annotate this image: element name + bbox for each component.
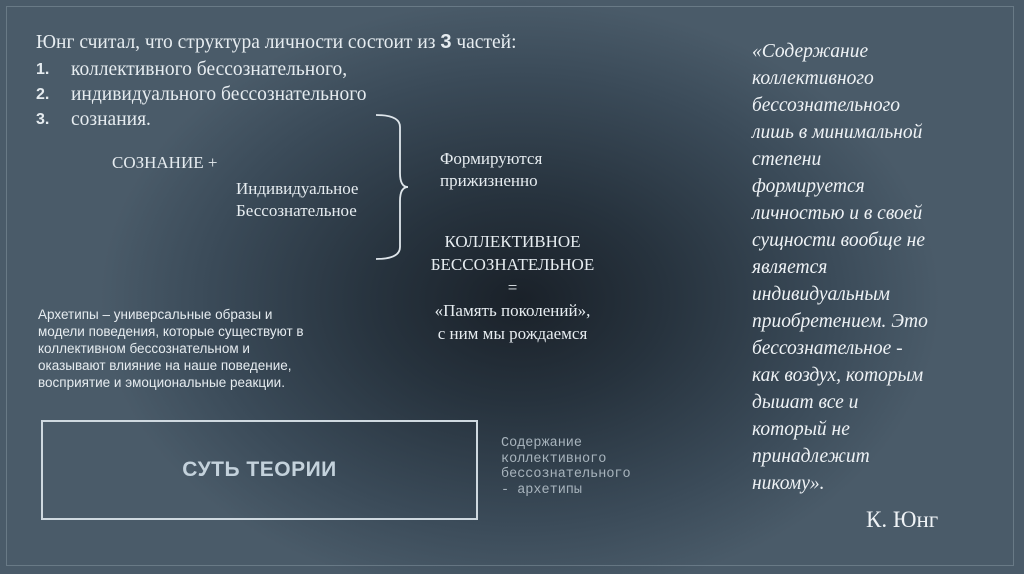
list-number: 1. (36, 61, 50, 78)
content-note-line: Содержание (501, 436, 583, 451)
list-item (36, 107, 366, 132)
list-number: 2. (36, 86, 50, 103)
archetypes-line: восприятие и эмоциональные реакции. (38, 375, 285, 390)
theory-essence-label: СУТЬ ТЕОРИИ (182, 458, 337, 481)
quote-author: К. Юнг (866, 507, 939, 532)
quote-line: принадлежит (752, 446, 870, 467)
formed-line: Формируются (440, 149, 543, 168)
archetypes-line: модели поведения, которые существуют в (38, 324, 304, 339)
quote-line: личностью и в своей (752, 203, 923, 224)
list-number: 3. (36, 111, 50, 128)
quote-line: который не (752, 419, 850, 440)
intro-suffix: частей: (451, 32, 517, 53)
quote-line: лишь в минимальной (752, 122, 923, 143)
list-item (36, 57, 366, 82)
quote-line: дышат все и (752, 392, 859, 413)
archetypes-line: оказывают влияние на наше поведение, (38, 358, 292, 373)
content-archetypes-note (501, 436, 631, 498)
content-note-line: - архетипы (501, 482, 583, 498)
individual-unconscious (236, 178, 358, 222)
structure-list (36, 57, 366, 132)
formed-during-life (440, 148, 542, 192)
content-note-line: коллективного (501, 451, 607, 467)
quote-line: является (752, 257, 828, 278)
intro-prefix: Юнг считал, что структура личности состоит из (36, 32, 441, 53)
jung-quote (752, 38, 1012, 497)
list-text: сознания. (71, 109, 151, 130)
collective-line: = (507, 278, 518, 297)
archetypes-definition (38, 306, 353, 391)
quote-line: индивидуальным (752, 284, 890, 305)
collective-line: «Память поколений», (434, 301, 591, 320)
content-note-line: бессознательного (501, 467, 631, 482)
collective-line: КОЛЛЕКТИВНОЕ (444, 232, 581, 251)
quote-line: приобретением. Это (752, 311, 928, 332)
collective-unconscious (400, 230, 625, 345)
list-text: коллективного бессознательного, (71, 59, 348, 80)
theory-essence-box (41, 420, 478, 520)
collective-line: с ним мы рождаемся (437, 324, 588, 343)
list-text: индивидуального бессознательного (71, 84, 367, 105)
list-item (36, 82, 366, 107)
quote-line: никому». (752, 473, 825, 494)
consciousness-plus: СОЗНАНИЕ + (112, 153, 218, 172)
quote-line: сущности вообще не (752, 230, 926, 251)
intro-count: 3 (440, 31, 452, 53)
individual-line: Бессознательное (236, 201, 357, 220)
formed-line: прижизненно (440, 171, 538, 190)
collective-line: БЕССОЗНАТЕЛЬНОЕ (430, 255, 595, 274)
quote-line: бессознательное - (752, 338, 903, 359)
archetypes-line: коллективном бессознательном и (38, 341, 250, 356)
individual-line: Индивидуальное (236, 179, 359, 198)
quote-line: коллективного (752, 68, 874, 89)
quote-line: «Содержание (752, 41, 869, 62)
quote-line: формируется (752, 176, 865, 197)
archetypes-line: Архетипы – универсальные образы и (38, 307, 273, 322)
intro-heading (36, 30, 517, 55)
quote-line: как воздух, которым (752, 365, 924, 386)
quote-line: бессознательного (752, 95, 900, 116)
quote-line: степени (752, 149, 822, 170)
